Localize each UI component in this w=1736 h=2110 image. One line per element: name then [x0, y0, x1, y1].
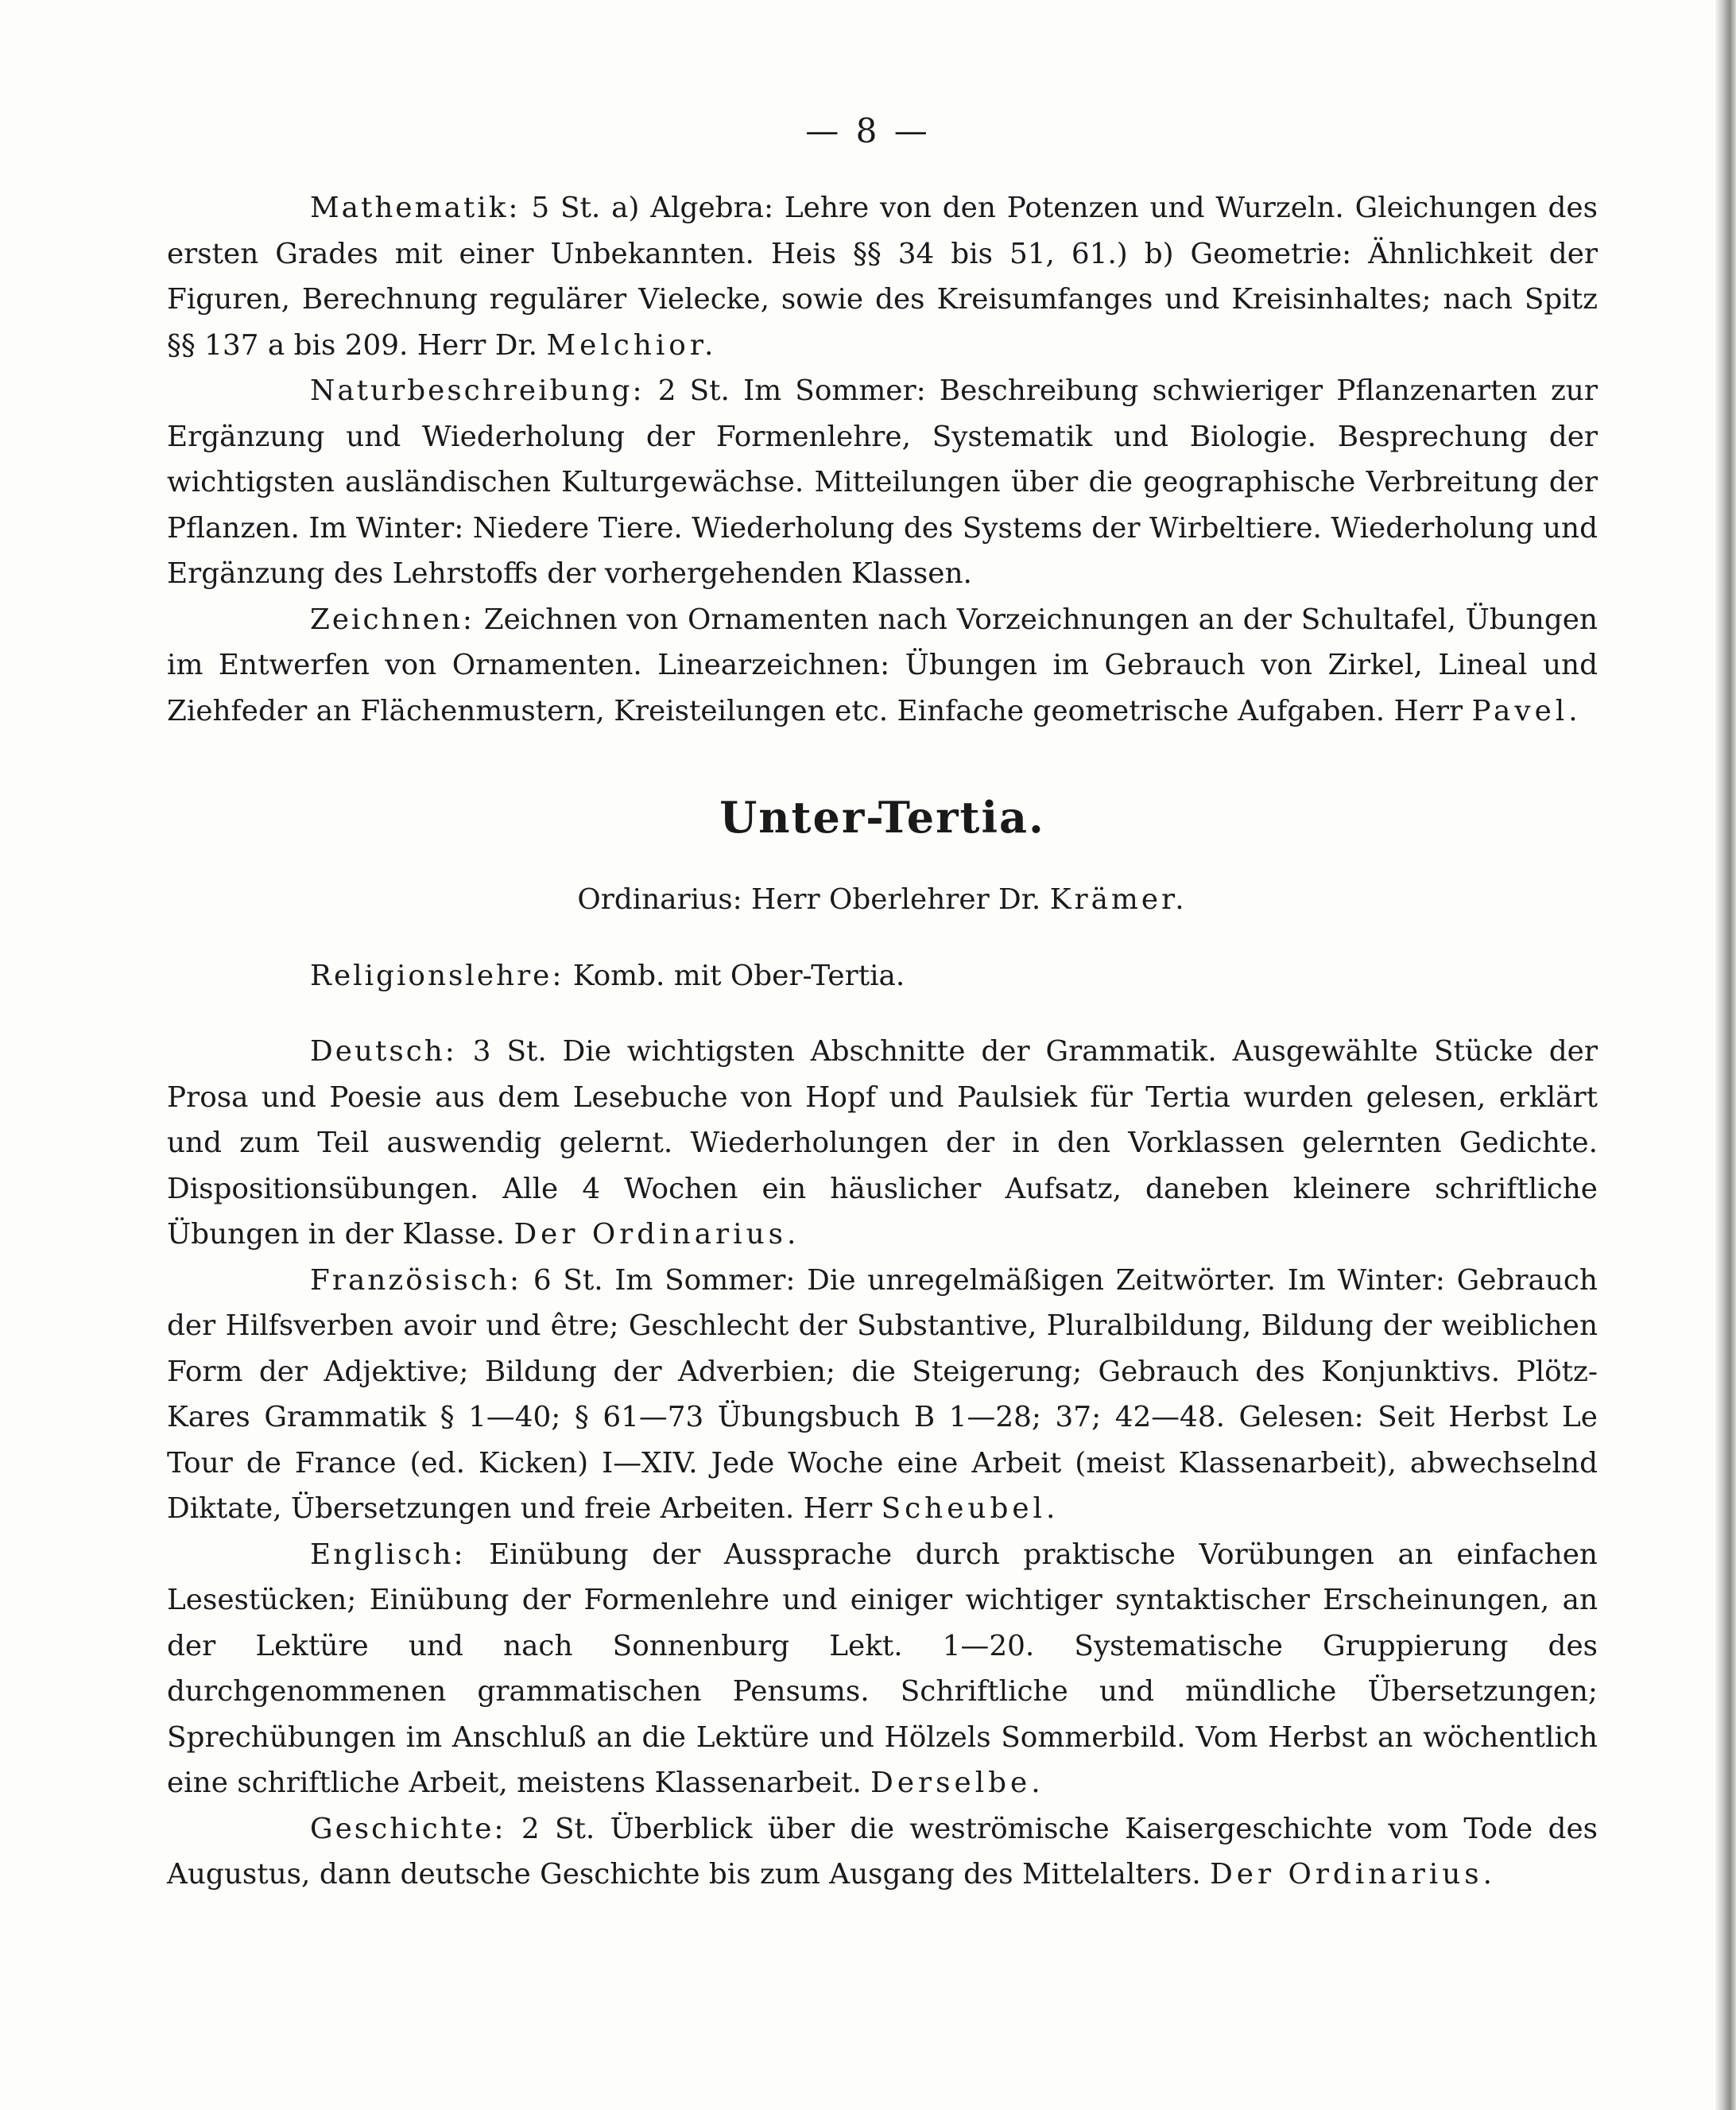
paragraph-mathematik [167, 185, 1598, 368]
subject-label-geschichte: Geschichte: [310, 1812, 506, 1845]
teacher-name-franzoesisch: Scheubel. [881, 1492, 1060, 1525]
subject-label-franzoesisch: Französisch: [310, 1263, 522, 1297]
ordinarius-line [167, 877, 1598, 923]
paragraph-zeichnen [167, 597, 1598, 735]
subject-label-religion: Religionslehre: [310, 959, 564, 992]
paragraph-englisch [167, 1532, 1598, 1806]
teacher-name-geschichte: Der Ordinarius. [1210, 1858, 1497, 1891]
paragraph-text-deutsch: 3 St. Die wichtigsten Abschnitte der Grammatik. Ausgewählte Stücke der Prosa und Poesie aus dem Lesebuche von Hopf und Paulsiek für Tertia wurden gelesen, erklärt und zum Teil auswendig gelernt. Wiederholungen der in den Vorklassen gelernten Gedichte. Dispositionsübungen. Alle 4 Wochen ein häuslicher Aufsatz, daneben kleinere schriftliche Übungen in der Klasse. [167, 1035, 1598, 1251]
paragraph-text-geschichte: 2 St. Überblick über die weströmische Kaisergeschichte vom Tode des Augustus, dann deutsche Geschichte bis zum Ausgang des Mittelalters. [167, 1812, 1598, 1891]
paragraph-religion [167, 953, 1598, 999]
teacher-name-mathematik: Melchior. [546, 328, 718, 362]
page-content [167, 185, 1598, 1898]
paragraph-text-franzoesisch: 6 St. Im Sommer: Die unregelmäßigen Zeitwörter. Im Winter: Gebrauch der Hilfsverben avoir und être; Geschlecht der Substantive, Pluralbildung, Bildung der weiblichen Form der Adjektive; Bildung der Adverbien; die Steigerung; Gebrauch des Konjunktivs. Plötz-Kares Grammatik § 1—40; § 61—73 Übungsbuch B 1—28; 37; 42—48. Gelesen: Seit Herbst Le Tour de France (ed. Kicken) I—XIV. Jede Woche eine Arbeit (meist Klassenarbeit), abwechselnd Diktate, Übersetzungen und freie Arbeiten. Herr [167, 1263, 1598, 1525]
subject-label-deutsch: Deutsch: [310, 1035, 457, 1068]
paragraph-deutsch [167, 1029, 1598, 1258]
subject-label-englisch: Englisch: [310, 1538, 466, 1571]
paragraph-naturbeschreibung [167, 368, 1598, 597]
paragraph-geschichte [167, 1806, 1598, 1898]
subject-label-zeichnen: Zeichnen: [310, 603, 475, 636]
paragraph-text-zeichnen: Zeichnen von Ornamenten nach Vorzeichnungen an der Schultafel, Übungen im Entwerfen von Ornamenten. Linearzeichnen: Übungen im Gebrauch von Zirkel, Lineal und Ziehfeder an Flächenmustern, Kreisteilungen etc. Einfache geometrische Aufgaben. Herr [167, 603, 1598, 727]
page-number: — 8 — [805, 111, 931, 150]
teacher-name-englisch: Derselbe. [870, 1767, 1044, 1799]
paragraph-text-naturbeschreibung: 2 St. Im Sommer: Beschreibung schwieriger Pflanzenarten zur Ergänzung und Wiederholung der Formenlehre, Systematik und Biologie. Besprechung der wichtigsten ausländischen Kulturgewächse. Mitteilungen über die geographische Verbreitung der Pflanzen. Im Winter: Niedere Tiere. Wiederholung des Systems der Wirbeltiere. Wiederholung und Ergänzung des Lehrstoffs der vorhergehenden Klassen. [167, 374, 1598, 590]
page-binding-edge [1715, 0, 1736, 2110]
paragraph-franzoesisch [167, 1258, 1598, 1532]
ordinarius-label: Ordinarius: Herr Oberlehrer Dr. [577, 883, 1041, 916]
subject-label-naturbeschreibung: Naturbeschreibung: [310, 374, 645, 407]
teacher-name-deutsch: Der Ordinarius. [513, 1218, 800, 1251]
paragraph-text-mathematik: 5 St. a) Algebra: Lehre von den Potenzen und Wurzeln. Gleichungen des ersten Grades mit einer Unbekannten. Heis §§ 34 bis 51, 61.) b) Geometrie: Ähnlichkeit der Figuren, Berechnung regulärer Vielecke, sowie des Kreisumfanges und Kreisinhaltes; nach Spitz §§ 137 a bis 209. Herr Dr. [167, 192, 1598, 362]
class-heading: Unter-Tertia. [719, 792, 1045, 843]
paragraph-text-englisch: Einübung der Aussprache durch praktische Vorübungen an einfachen Lesestücken; Einübung der Formenlehre und einiger wichtiger syntaktischer Erscheinungen, an der Lektüre und nach Sonnenburg Lekt. 1—20. Systematische Gruppierung des durchgenommenen grammatischen Pensums. Schriftliche und mündliche Übersetzungen; Sprechübungen im Anschluß an die Lektüre und Hölzels Sommerbild. Vom Herbst an wöchentlich eine schriftliche Arbeit, meistens Klassenarbeit. [167, 1538, 1598, 1799]
teacher-name-zeichnen: Pavel. [1471, 694, 1582, 727]
subject-label-mathematik: Mathematik: [310, 192, 521, 224]
paragraph-text-religion: Komb. mit Ober-Tertia. [572, 959, 905, 992]
ordinarius-name: Krämer. [1049, 883, 1188, 916]
